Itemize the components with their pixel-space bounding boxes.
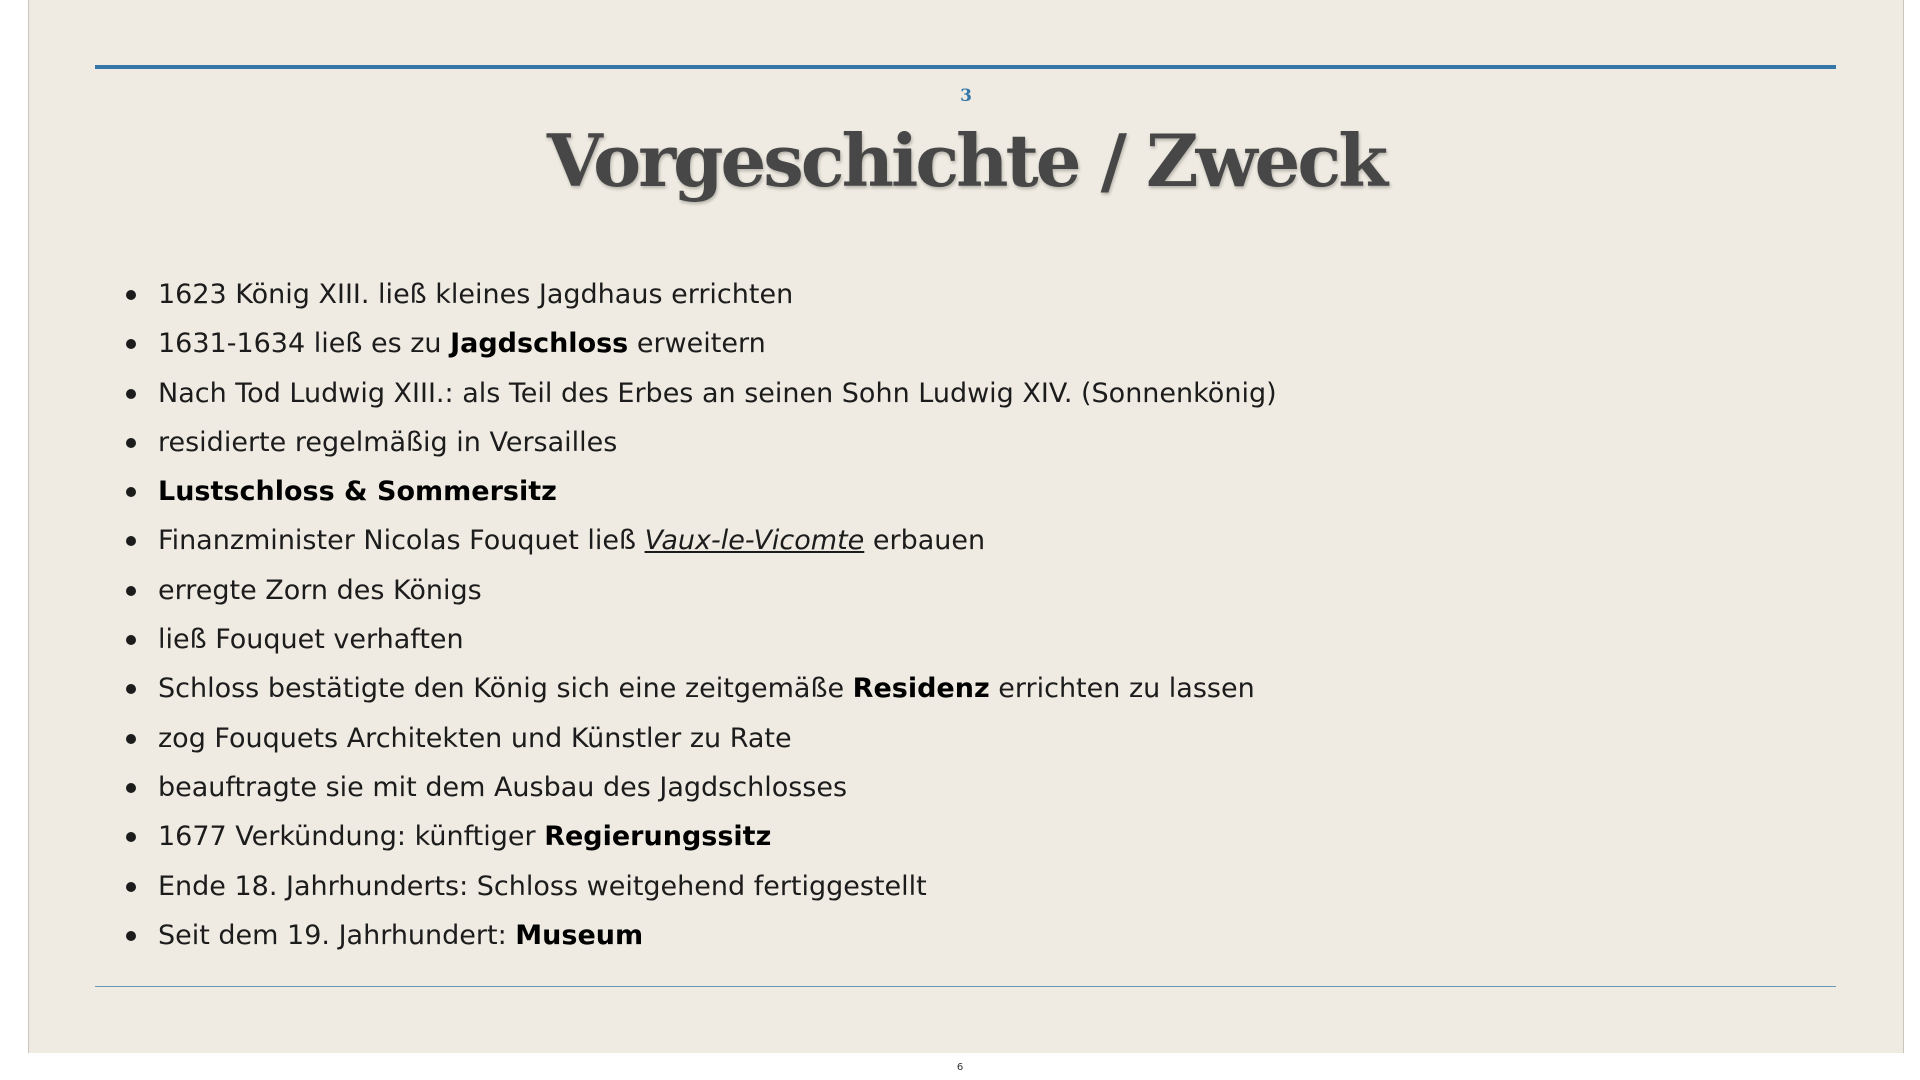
bullet-text-bold: Lustschloss & Sommersitz <box>158 476 557 508</box>
bullet-icon <box>126 635 136 645</box>
bullet-icon <box>126 487 136 497</box>
bullet-text: erregte Zorn des Königs <box>158 574 482 606</box>
slide-title: Vorgeschichte / Zweck <box>546 118 1386 203</box>
bullet-icon <box>126 734 136 744</box>
bullet-text: beauftragte sie mit dem Ausbau des Jagdschlosses <box>158 771 848 803</box>
bullet-icon <box>126 832 136 842</box>
list-item <box>126 319 1277 368</box>
bullet-icon <box>126 536 136 546</box>
bullet-icon <box>126 339 136 349</box>
bullet-text: residierte regelmäßig in Versailles <box>158 426 618 458</box>
list-item <box>126 714 1277 763</box>
top-divider-line <box>95 65 1836 69</box>
bullet-text: Seit dem 19. Jahrhundert: <box>158 919 516 951</box>
bullet-text-italic-underline: Vaux-le-Vicomte <box>644 525 865 557</box>
list-item <box>126 516 1277 565</box>
bullet-text: erweitern <box>628 328 766 360</box>
list-item <box>126 418 1277 467</box>
bullet-text-bold: Museum <box>515 919 644 951</box>
bullet-text: Schloss bestätigte den König sich eine zeitgemäße <box>158 673 853 705</box>
bullet-text: zog Fouquets Architekten und Künstler zu Rate <box>158 722 792 754</box>
bullet-text: erbauen <box>864 525 986 557</box>
list-item <box>126 812 1277 861</box>
list-item <box>126 763 1277 812</box>
bullet-icon <box>126 389 136 399</box>
bullet-icon <box>126 684 136 694</box>
bullet-icon <box>126 882 136 892</box>
list-item <box>126 270 1277 319</box>
bullet-icon <box>126 438 136 448</box>
list-item <box>126 911 1277 960</box>
bullet-icon <box>126 290 136 300</box>
list-item <box>126 664 1277 713</box>
list-item <box>126 566 1277 615</box>
bullet-text: Nach Tod Ludwig XIII.: als Teil des Erbes an seinen Sohn Ludwig XIV. (Sonnenkönig) <box>158 377 1277 409</box>
slide-number: 3 <box>960 86 972 106</box>
bullet-text-bold: Regierungssitz <box>544 821 772 853</box>
bullet-icon <box>126 586 136 596</box>
bottom-divider-line <box>95 986 1836 987</box>
bullet-text: 1677 Verkündung: künftiger <box>158 821 545 853</box>
bullet-text: Ende 18. Jahrhunderts: Schloss weitgehend fertiggestellt <box>158 870 927 902</box>
bullet-text-bold: Jagdschloss <box>450 328 629 360</box>
bullet-text: ließ Fouquet verhaften <box>158 624 464 656</box>
bullet-text: 1631-1634 ließ es zu <box>158 328 451 360</box>
bullet-text: Finanzminister Nicolas Fouquet ließ <box>158 525 645 557</box>
bullet-text: errichten zu lassen <box>989 673 1255 705</box>
bullet-text: 1623 König XIII. ließ kleines Jagdhaus errichten <box>158 279 794 310</box>
list-item <box>126 862 1277 911</box>
list-item <box>126 369 1277 418</box>
page-number: 6 <box>956 1062 964 1073</box>
list-item <box>126 615 1277 664</box>
slide <box>28 0 1904 1053</box>
bullet-icon <box>126 931 136 941</box>
bullet-list <box>126 270 1277 960</box>
list-item <box>126 467 1277 516</box>
bullet-icon <box>126 783 136 793</box>
bullet-text-bold: Residenz <box>852 673 990 705</box>
